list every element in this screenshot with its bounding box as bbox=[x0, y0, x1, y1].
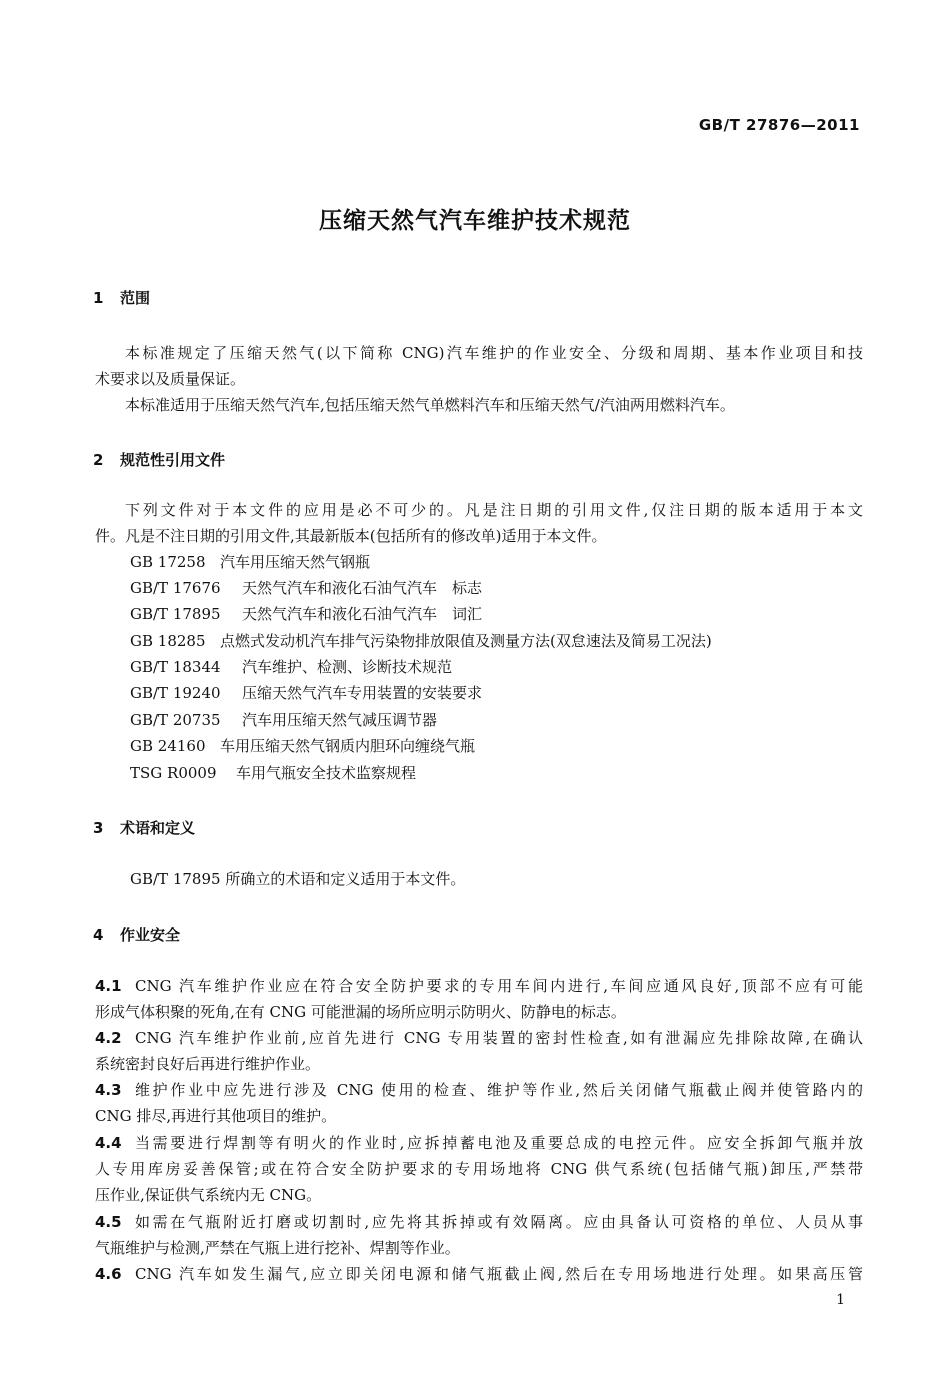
clause-text: 当需要进行焊割等有明火的作业时,应拆掉蓄电池及重要总成的电控元件。应安全拆卸气瓶并放 bbox=[135, 1134, 863, 1152]
reference-title: 汽车用压缩天然气减压调节器 bbox=[242, 711, 438, 729]
clause-number: 4.3 bbox=[95, 1081, 122, 1099]
clause-text: 维护作业中应先进行涉及 CNG 使用的检查、维护等作业,然后关闭储气瓶截止阀并使管路内的 bbox=[135, 1081, 863, 1099]
reference-code: GB 18285 bbox=[130, 632, 206, 650]
clause-text: CNG 汽车如发生漏气,应立即关闭电源和储气瓶截止阀,然后在专用场地进行处理。如果高压管 bbox=[135, 1265, 863, 1283]
paragraph-line: 本标准规定了压缩天然气(以下简称 CNG)汽车维护的作业安全、分级和周期、基本作业项目和技 bbox=[125, 344, 863, 362]
reference-title: 汽车用压缩天然气钢瓶 bbox=[220, 553, 371, 571]
section-4-heading bbox=[93, 924, 180, 945]
clause-text: CNG 汽车维护作业应在符合安全防护要求的专用车间内进行,车间应通风良好,顶部不应有可能 bbox=[135, 977, 863, 995]
paragraph-line: 本标准适用于压缩天然气汽车,包括压缩天然气单燃料汽车和压缩天然气/汽油两用燃料汽车。 bbox=[125, 396, 735, 414]
reference-title: 车用气瓶安全技术监察规程 bbox=[236, 764, 417, 782]
reference-code: GB/T 17676 bbox=[130, 579, 221, 597]
section-number: 3 bbox=[93, 819, 104, 837]
clause-4-6 bbox=[95, 1264, 863, 1284]
reference-title: 天然气汽车和液化石油气汽车 词汇 bbox=[242, 605, 483, 623]
clause-number: 4.4 bbox=[95, 1134, 122, 1152]
paragraph-line: 气瓶维护与检测,严禁在气瓶上进行挖补、焊割等作业。 bbox=[95, 1239, 460, 1257]
reference-code: GB/T 18344 bbox=[130, 658, 221, 676]
paragraph-line: 人专用库房妥善保管;或在符合安全防护要求的专用场地将 CNG 供气系统(包括储气瓶)卸压,严禁带 bbox=[95, 1160, 863, 1178]
clause-number: 4.5 bbox=[95, 1213, 122, 1231]
reference-code: GB 24160 bbox=[130, 737, 206, 755]
reference-code: GB/T 17895 bbox=[130, 605, 221, 623]
section-1-heading bbox=[93, 287, 150, 308]
section-title: 范围 bbox=[120, 289, 151, 307]
reference-item bbox=[130, 578, 482, 598]
page-number: 1 bbox=[836, 1292, 845, 1308]
reference-title: 天然气汽车和液化石油气汽车 标志 bbox=[242, 579, 483, 597]
reference-code: TSG R0009 bbox=[130, 764, 217, 782]
paragraph-line: CNG 排尽,再进行其他项目的维护。 bbox=[95, 1107, 337, 1125]
document-title: 压缩天然气汽车维护技术规范 bbox=[319, 208, 631, 234]
section-title: 术语和定义 bbox=[120, 819, 196, 837]
reference-title: 压缩天然气汽车专用装置的安装要求 bbox=[242, 684, 483, 702]
clause-4-3 bbox=[95, 1080, 863, 1100]
clause-text: 如需在气瓶附近打磨或切割时,应先将其拆掉或有效隔离。应由具备认可资格的单位、人员从事 bbox=[135, 1213, 863, 1231]
section-2-heading bbox=[93, 449, 225, 470]
reference-code: GB 17258 bbox=[130, 553, 206, 571]
clause-text: CNG 汽车维护作业前,应首先进行 CNG 专用装置的密封性检查,如有泄漏应先排除故障,在确认 bbox=[135, 1029, 863, 1047]
section-number: 2 bbox=[93, 451, 104, 469]
paragraph-line: 件。凡是不注日期的引用文件,其最新版本(包括所有的修改单)适用于本文件。 bbox=[95, 527, 607, 545]
reference-item bbox=[130, 631, 712, 651]
reference-code: GB/T 19240 bbox=[130, 684, 221, 702]
reference-item bbox=[130, 683, 482, 703]
clause-4-4 bbox=[95, 1133, 863, 1153]
clause-number: 4.2 bbox=[95, 1029, 122, 1047]
clause-number: 4.1 bbox=[95, 977, 122, 995]
paragraph-line: 术要求以及质量保证。 bbox=[95, 370, 246, 388]
paragraph-line: 压作业,保证供气系统内无 CNG。 bbox=[95, 1186, 322, 1204]
section-3-heading bbox=[93, 817, 195, 838]
clause-number: 4.6 bbox=[95, 1265, 122, 1283]
reference-item bbox=[130, 552, 370, 572]
standard-number: GB/T 27876—2011 bbox=[698, 116, 860, 134]
reference-item bbox=[130, 657, 452, 677]
reference-item bbox=[130, 736, 475, 756]
reference-title: 点燃式发动机汽车排气污染物排放限值及测量方法(双怠速法及简易工况法) bbox=[220, 632, 712, 650]
section-title: 规范性引用文件 bbox=[120, 451, 226, 469]
reference-item bbox=[130, 710, 437, 730]
reference-item bbox=[130, 604, 482, 624]
paragraph-line: 形成气体积聚的死角,在有 CNG 可能泄漏的场所应明示防明火、防静电的标志。 bbox=[95, 1003, 626, 1021]
paragraph-line: GB/T 17895 所确立的术语和定义适用于本文件。 bbox=[130, 870, 466, 888]
paragraph-line: 下列文件对于本文件的应用是必不可少的。凡是注日期的引用文件,仅注日期的版本适用于本文 bbox=[125, 501, 863, 519]
reference-title: 汽车维护、检测、诊断技术规范 bbox=[242, 658, 453, 676]
clause-4-5 bbox=[95, 1212, 863, 1232]
clause-4-1 bbox=[95, 976, 863, 996]
section-number: 4 bbox=[93, 926, 104, 944]
paragraph-line: 系统密封良好后再进行维护作业。 bbox=[95, 1055, 321, 1073]
section-title: 作业安全 bbox=[120, 926, 181, 944]
reference-item bbox=[130, 763, 416, 783]
clause-4-2 bbox=[95, 1028, 863, 1048]
reference-title: 车用压缩天然气钢质内胆环向缠绕气瓶 bbox=[220, 737, 476, 755]
section-number: 1 bbox=[93, 289, 104, 307]
reference-code: GB/T 20735 bbox=[130, 711, 221, 729]
